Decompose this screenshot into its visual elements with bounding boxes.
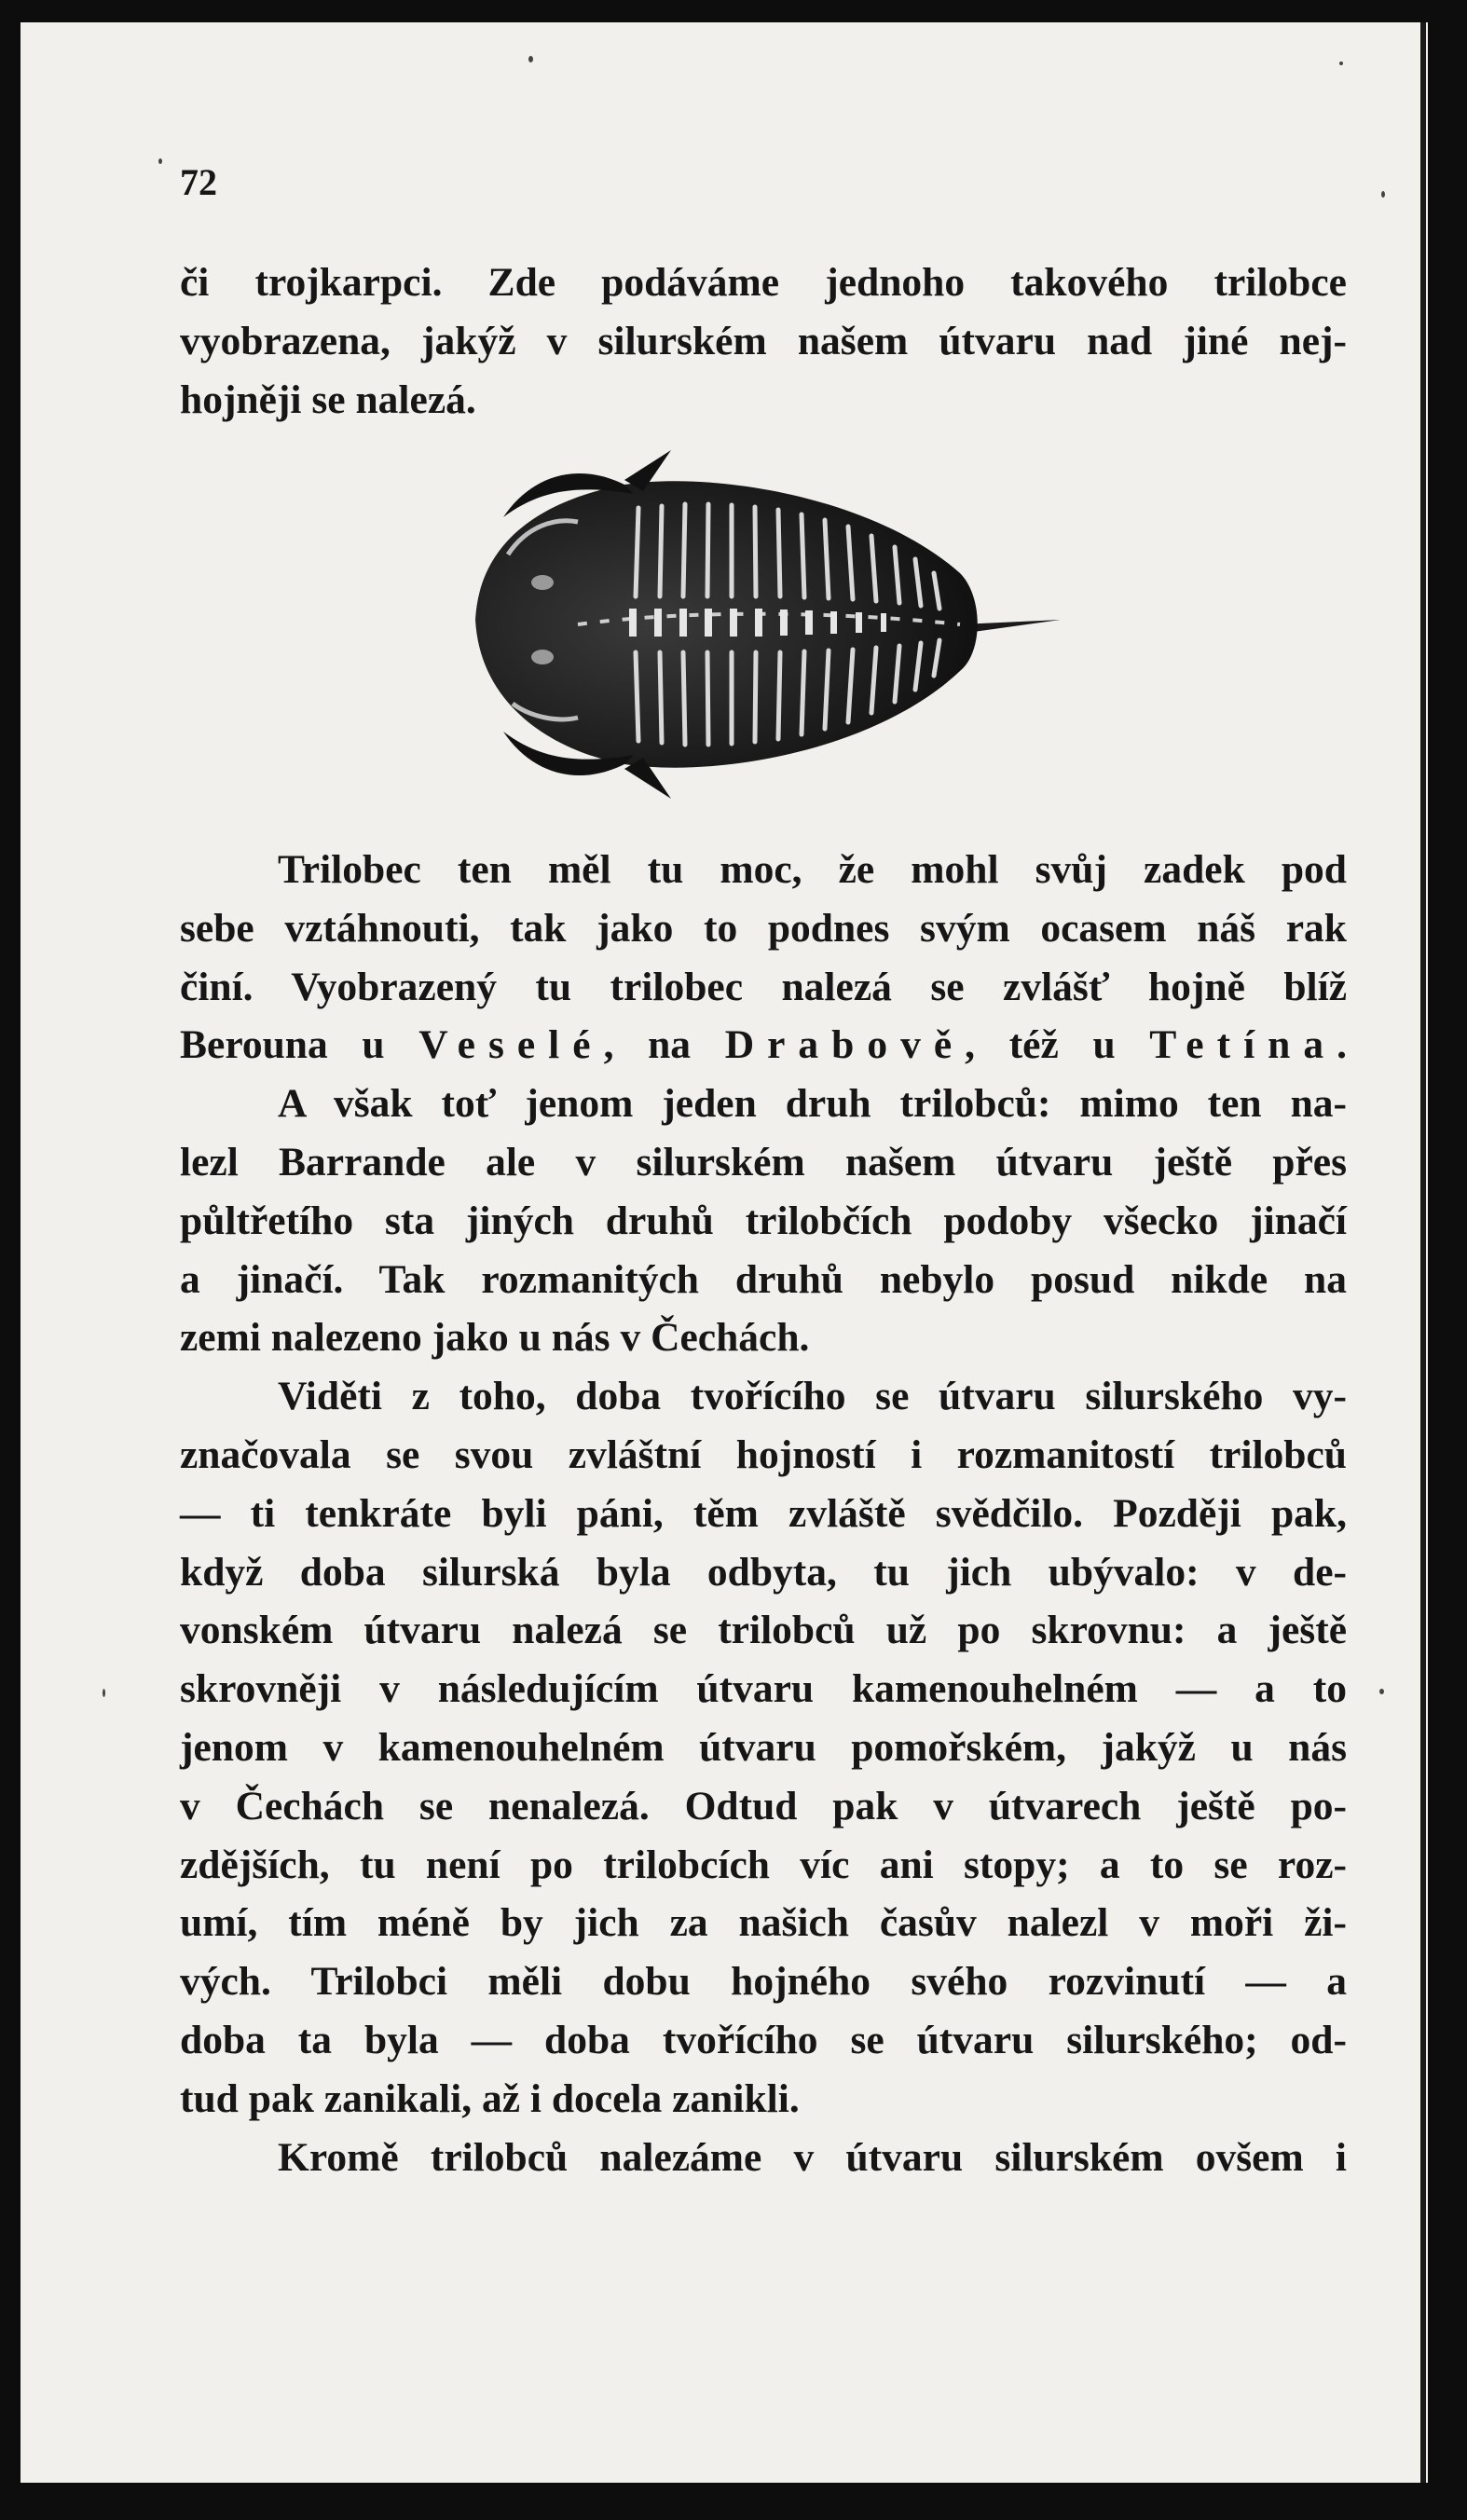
text-run: .	[1337, 1022, 1347, 1068]
text-run: vonském útvaru nalezá se trilobců už po skrovnu: a ještě	[180, 1608, 1347, 1653]
text-line	[180, 1601, 1347, 1660]
text-run: v Čechách se nenalezá. Odtud pak v útvarech ještě po-	[180, 1783, 1347, 1828]
text-line	[180, 1192, 1347, 1251]
text-run: , na	[603, 1022, 725, 1068]
page-edge-rule	[1420, 22, 1426, 2483]
text-line	[180, 1016, 1347, 1075]
place-name: Tetína	[1149, 1022, 1337, 1068]
print-speck	[1381, 191, 1385, 198]
place-name: Veselé	[418, 1022, 604, 1068]
place-name: Drabově	[724, 1022, 966, 1068]
text-run: vých. Trilobci měli dobu hojného svého rozvinutí — a	[180, 1959, 1347, 2005]
text-run: Trilobec ten měl tu moc, že mohl svůj zadek pod	[278, 847, 1347, 892]
text-run: lezl Barrande ale v silurském našem útvaru ještě přes	[180, 1139, 1347, 1185]
text-line	[180, 1836, 1347, 1895]
print-speck	[1339, 62, 1343, 65]
print-speck	[1379, 1689, 1384, 1694]
print-speck	[528, 56, 533, 62]
text-line	[180, 1251, 1347, 1309]
text-run: Viděti z toho, doba tvořícího se útvaru silurského vy-	[278, 1374, 1347, 1419]
text-run: jenom v kamenouhelném útvaru pomořském, jakýž u nás	[180, 1724, 1347, 1770]
text-line	[180, 1660, 1347, 1719]
text-run: zemi nalezeno jako u nás v Čechách.	[180, 1315, 810, 1361]
text-run: zdějších, tu není po trilobcích víc ani stopy; a to se roz-	[180, 1842, 1347, 1887]
text-run: Kromě trilobců nalezáme v útvaru silurském ovšem i	[278, 2134, 1347, 2180]
text-run: doba ta byla — doba tvořícího se útvaru silurského; od-	[180, 2017, 1347, 2062]
text-run: A však toť jenom jeden druh trilobců: mimo ten na-	[278, 1081, 1347, 1127]
text-run: a jinačí. Tak rozmanitých druhů nebylo posud nikde na	[180, 1256, 1347, 1302]
text-line	[180, 1543, 1347, 1602]
text-run: značovala se svou zvláštní hojností i rozmanitostí trilobců	[180, 1431, 1347, 1477]
text-line	[180, 1777, 1347, 1836]
text-run: činí. Vyobrazený tu trilobec nalezá se zvlášť hojně blíž	[180, 964, 1347, 1009]
text-line: vyobrazena, jakýž v silurském našem útvaru nad jiné nej-	[180, 318, 1347, 363]
trilobite-illustration	[438, 433, 1072, 815]
text-line	[180, 1075, 1347, 1133]
text-run: když doba silurská byla odbyta, tu jich ubývalo: v de-	[180, 1549, 1347, 1595]
text-line	[180, 899, 1347, 958]
text-run: skrovněji v následujícím útvaru kamenouhelném — a to	[180, 1666, 1347, 1712]
text-line	[180, 2070, 1347, 2129]
text-run: tud pak zanikali, až i docela zanikli.	[180, 2075, 800, 2121]
text-line	[180, 841, 1347, 899]
text-line	[180, 1485, 1347, 1543]
text-line	[180, 1426, 1347, 1485]
page-number: 72	[180, 161, 217, 203]
text-run: , též u	[965, 1022, 1150, 1068]
text-line	[180, 1952, 1347, 2011]
text-run: půltřetího sta jiných druhů trilobčích podoby všecko jinačí	[180, 1198, 1347, 1243]
text-line: či trojkarpci. Zde podáváme jednoho takového trilobce	[180, 260, 1347, 305]
body-text	[180, 841, 1347, 2186]
text-line	[180, 2011, 1347, 2070]
text-run: sebe vztáhnouti, tak jako to podnes svým ocasem náš rak	[180, 905, 1347, 951]
text-run: umí, tím méně by jich za našich časův nalezl v moři ži-	[180, 1900, 1347, 1946]
text-line	[180, 1894, 1347, 1952]
text-line	[180, 958, 1347, 1017]
text-run: — ti tenkráte byli páni, těm zvláště svědčilo. Později pak,	[180, 1490, 1347, 1536]
print-speck	[103, 1689, 105, 1697]
text-line: hojněji se nalezá.	[180, 377, 476, 422]
text-line	[180, 2129, 1347, 2187]
intro-paragraph	[180, 253, 1347, 429]
text-line	[180, 1719, 1347, 1777]
text-line	[180, 1367, 1347, 1426]
text-run: Berouna u	[180, 1022, 419, 1068]
print-speck	[158, 158, 162, 164]
text-line	[180, 1133, 1347, 1192]
text-line	[180, 1308, 1347, 1367]
